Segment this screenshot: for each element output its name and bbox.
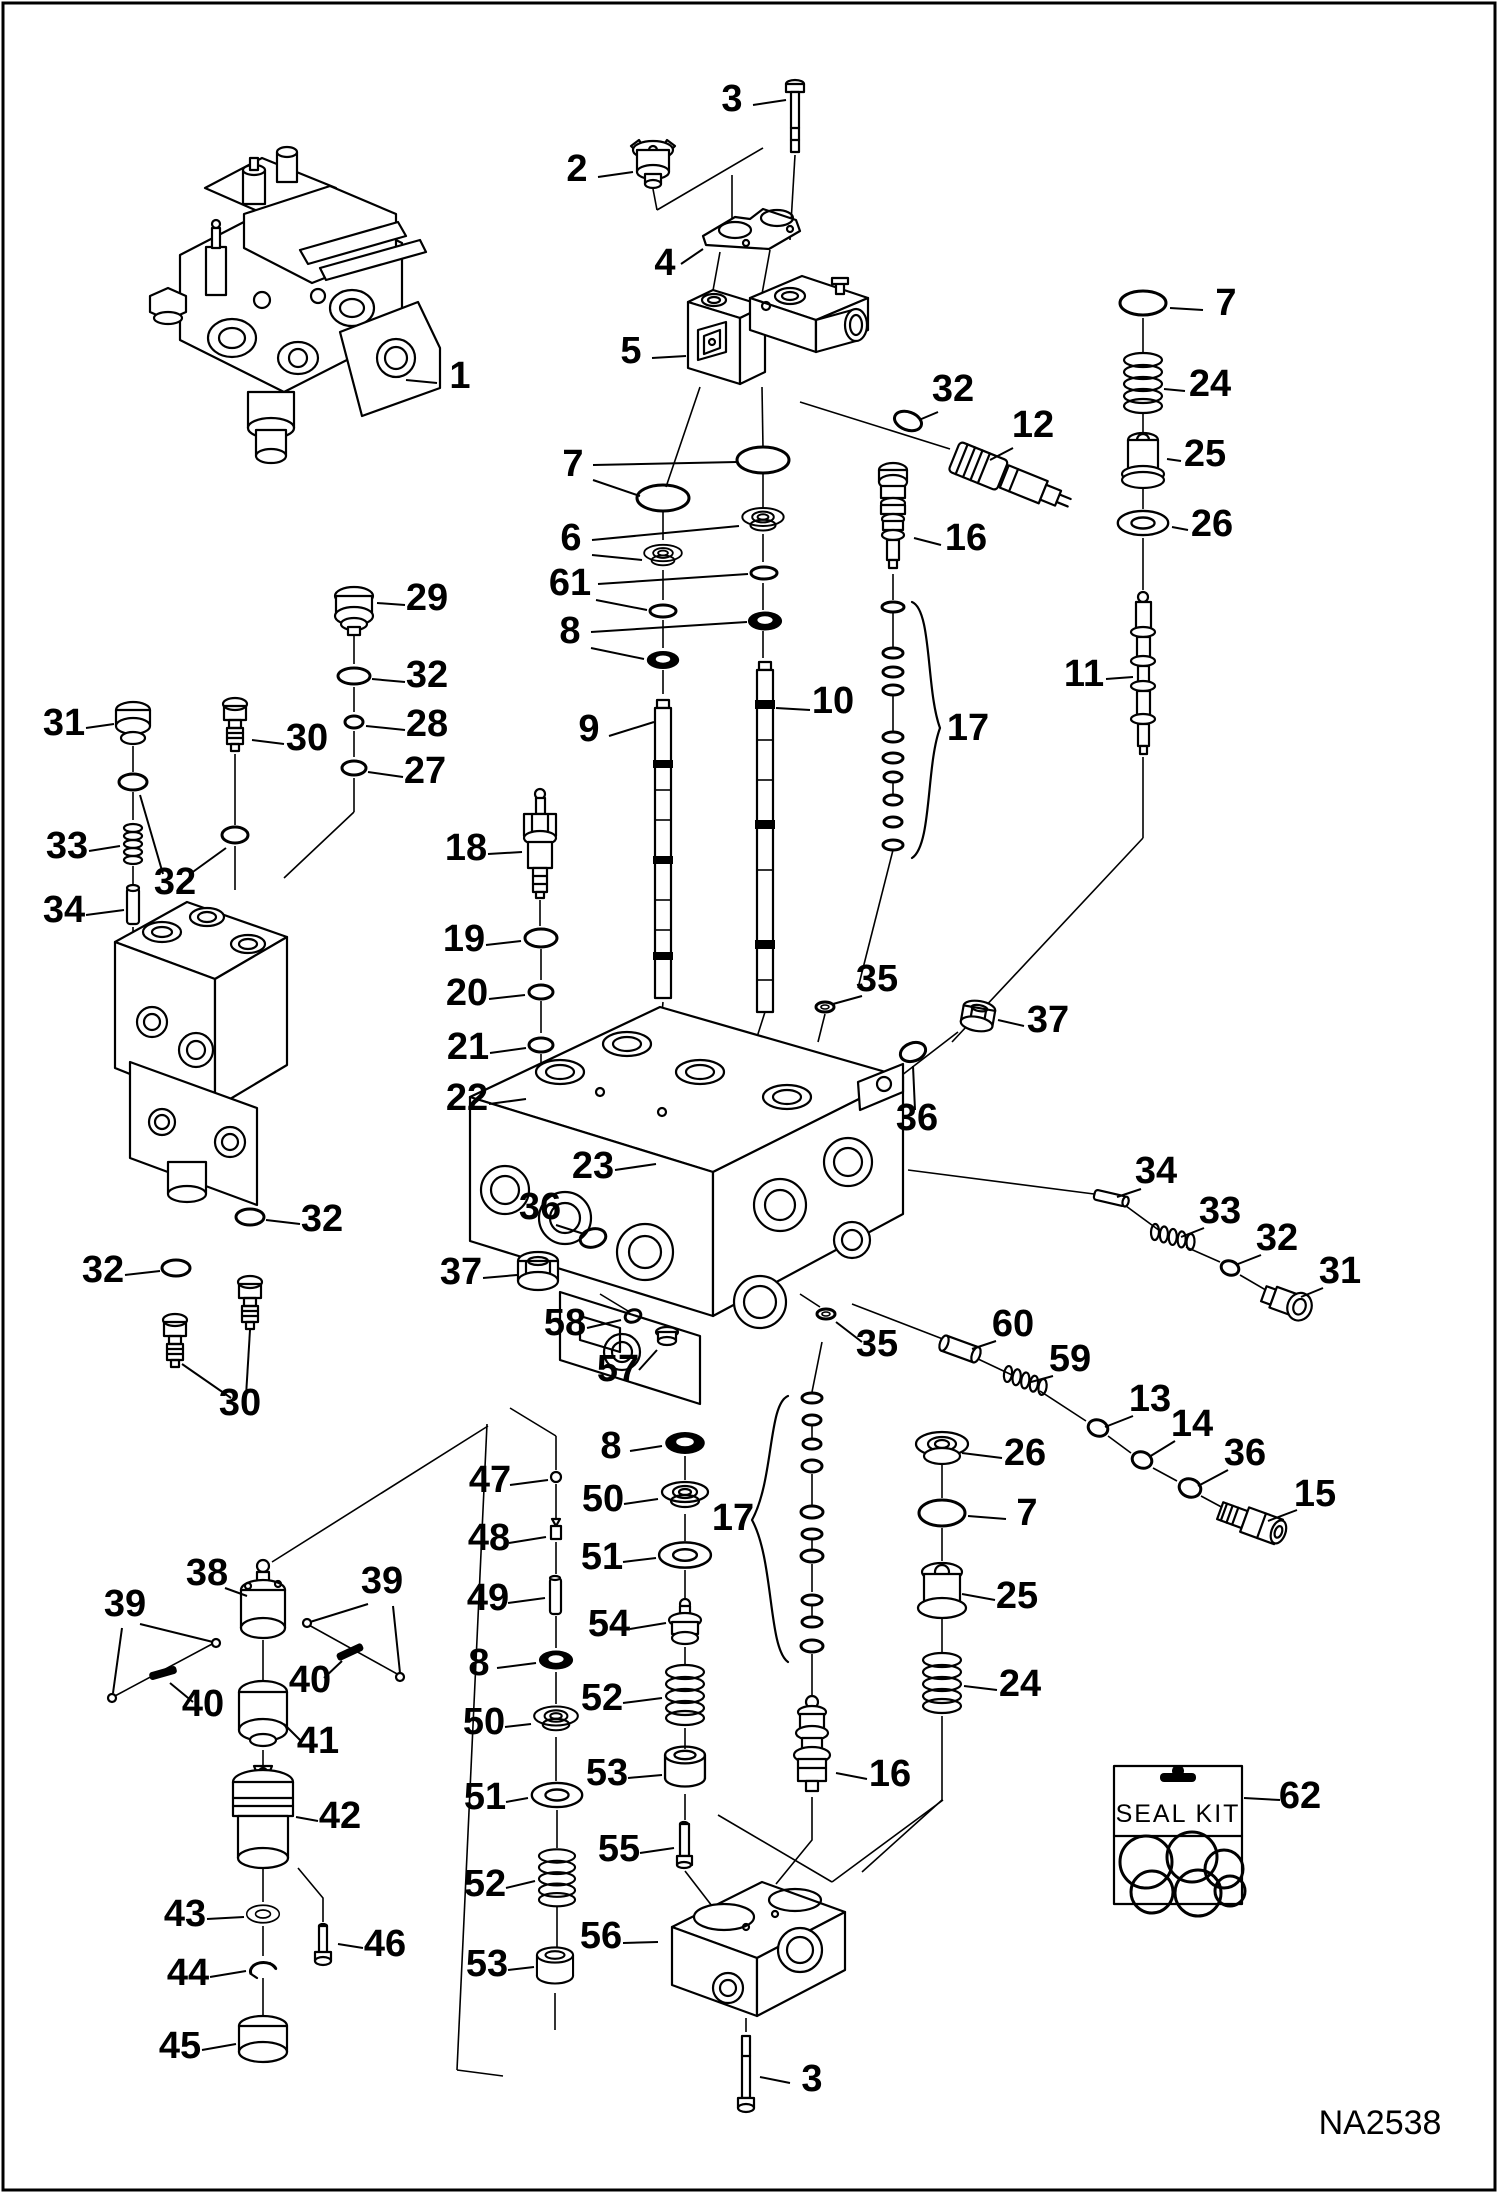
part-51-washer-left	[532, 1783, 582, 1807]
part-24-spring-right	[1124, 353, 1162, 413]
callout-53: 53	[585, 1752, 629, 1794]
callout-21: 21	[446, 1026, 490, 1068]
leader-line-53	[508, 1967, 534, 1970]
callout-52: 52	[580, 1677, 624, 1719]
part-44-retaining-clip	[250, 1962, 276, 1978]
callout-32: 32	[405, 654, 449, 696]
part-60-bushing	[938, 1334, 983, 1363]
leader-line-33	[89, 846, 120, 851]
part-8-seal-center	[665, 1432, 705, 1454]
part-16-relief-cartridge-top	[879, 463, 907, 568]
callout-12: 12	[1011, 404, 1055, 446]
callout-57: 57	[596, 1348, 640, 1390]
part-7-oring-left	[637, 485, 689, 511]
part-57-plug	[656, 1327, 678, 1345]
leader-line-2	[598, 172, 633, 177]
part-52-spring-left	[539, 1849, 575, 1906]
callout-48: 48	[467, 1517, 511, 1559]
callout-15: 15	[1293, 1473, 1337, 1515]
callout-18: 18	[444, 827, 488, 869]
part-33-spring-right	[1150, 1224, 1195, 1250]
leader-line-32	[125, 1271, 160, 1275]
leader-line-5	[652, 356, 686, 358]
callout-52: 52	[463, 1863, 507, 1905]
leader-line-10	[776, 708, 810, 710]
leader-line-26	[962, 1453, 1002, 1458]
part-50-washer-left	[534, 1707, 578, 1731]
callout-9: 9	[578, 708, 600, 750]
leader-line-9	[609, 722, 654, 736]
brace-17-lower	[752, 1396, 788, 1662]
callout-47: 47	[468, 1459, 512, 1501]
callout-34: 34	[42, 889, 86, 931]
part-41-coil	[239, 1681, 287, 1746]
part-28-oring	[345, 716, 363, 728]
callout-58: 58	[543, 1302, 587, 1344]
part-10-spool	[755, 662, 775, 1012]
leader-line-6	[592, 526, 739, 540]
callout-51: 51	[580, 1536, 624, 1578]
seal-kit-bag	[1114, 1765, 1245, 1916]
callout-37: 37	[439, 1251, 483, 1293]
callout-36: 36	[895, 1097, 939, 1139]
part-32-oring-lower-a	[236, 1209, 264, 1225]
part-34-pin-left	[127, 885, 139, 924]
leader-line-28	[366, 726, 405, 730]
callout-31: 31	[42, 702, 86, 744]
callout-6: 6	[560, 517, 582, 559]
callout-50: 50	[581, 1478, 625, 1520]
part-21-oring	[529, 1038, 553, 1052]
leader-line-6	[592, 555, 642, 560]
callout-44: 44	[166, 1952, 210, 1994]
part-51-washer-center	[659, 1542, 711, 1567]
part-52-spring-center	[666, 1665, 704, 1725]
part-11-spool	[1131, 592, 1155, 754]
leader-line-50	[505, 1724, 531, 1727]
part-7-oring-right-column	[1120, 291, 1166, 315]
callout-14: 14	[1170, 1403, 1214, 1445]
leader-line-52	[623, 1698, 662, 1703]
part-32-oring-lower-b	[162, 1260, 190, 1276]
part-43-washer	[247, 1905, 280, 1923]
callout-42: 42	[318, 1795, 362, 1837]
callout-60: 60	[991, 1303, 1035, 1345]
part-3-bolt-top	[786, 80, 804, 152]
callout-20: 20	[445, 972, 489, 1014]
callout-16: 16	[944, 517, 988, 559]
leader-line-7	[593, 462, 737, 465]
part-15-fitting	[1216, 1498, 1290, 1546]
callout-29: 29	[405, 577, 449, 619]
leader-line-32	[266, 1220, 300, 1224]
part-14-oring	[1130, 1449, 1154, 1471]
leader-line-8	[591, 622, 747, 632]
part-2-cap-knob	[631, 140, 675, 188]
callout-7: 7	[1016, 1492, 1038, 1534]
part-34-pin-right	[1093, 1190, 1129, 1208]
callout-43: 43	[163, 1893, 207, 1935]
callout-37: 37	[1026, 999, 1070, 1041]
leader-line-62	[1244, 1798, 1280, 1800]
leader-line-20	[489, 995, 525, 999]
part-7-oring-lower	[919, 1500, 965, 1526]
part-61-backup-ring-left	[650, 605, 676, 617]
callout-27: 27	[403, 750, 447, 792]
leader-line-31	[86, 724, 114, 728]
callout-36: 36	[518, 1186, 562, 1228]
part-53-cup-center	[665, 1747, 705, 1787]
leader-line-61	[596, 600, 647, 610]
part-30-pressure-valve-b	[163, 1314, 187, 1367]
leader-line-50	[624, 1499, 658, 1504]
callout-30: 30	[285, 717, 329, 759]
part-6-poppet-right	[742, 508, 783, 531]
callout-25: 25	[1183, 433, 1227, 475]
callout-25: 25	[995, 1575, 1039, 1617]
leader-line-53	[628, 1775, 662, 1778]
leader-line-7	[1170, 308, 1203, 310]
part-59-spring	[1002, 1366, 1049, 1396]
callout-61: 61	[548, 562, 592, 604]
callout-32: 32	[300, 1198, 344, 1240]
part-17-seal-stack-lower	[801, 1393, 823, 1652]
leader-line-39	[140, 1624, 213, 1642]
leader-line-45	[202, 2044, 236, 2050]
part-24-spring-lower	[923, 1653, 961, 1713]
callout-56: 56	[579, 1915, 623, 1957]
callout-26: 26	[1003, 1432, 1047, 1474]
part-7-oring-right	[737, 447, 789, 473]
part-56-end-section	[672, 1882, 845, 2016]
part-40-pin-right	[336, 1642, 365, 1661]
leader-line-55	[640, 1848, 674, 1853]
callout-17: 17	[946, 707, 990, 749]
part-47-ball	[551, 1472, 561, 1482]
leader-line-54	[630, 1623, 666, 1629]
leader-line-46	[338, 1944, 363, 1948]
part-20-oring	[529, 985, 553, 999]
part-37-hex-plug-left	[518, 1252, 558, 1290]
leader-line-8	[497, 1663, 536, 1668]
callout-32: 32	[81, 1249, 125, 1291]
leader-line-51	[623, 1558, 656, 1562]
callout-8: 8	[559, 610, 581, 652]
part-26-retainer-lower	[916, 1432, 968, 1464]
leader-line-8	[630, 1446, 662, 1451]
callout-32: 32	[153, 861, 197, 903]
part-second-valve-block	[115, 902, 287, 1205]
leader-line-21	[490, 1048, 526, 1053]
callout-40: 40	[181, 1683, 225, 1725]
part-26-washer-right	[1118, 511, 1168, 535]
callout-28: 28	[405, 703, 449, 745]
part-16-relief-cartridge-lower	[794, 1696, 830, 1791]
callout-23: 23	[571, 1145, 615, 1187]
callout-39: 39	[360, 1560, 404, 1602]
part-30-pressure-valve-top	[223, 698, 247, 751]
part-17-seal-stack-top	[882, 602, 904, 850]
part-12-spool-link	[948, 441, 1075, 517]
callout-11: 11	[1063, 653, 1105, 695]
part-50-washer-center	[662, 1482, 708, 1507]
callout-5: 5	[620, 330, 642, 372]
part-61-backup-ring-right	[751, 567, 777, 579]
leader-line-27	[368, 772, 403, 777]
part-46-screw	[315, 1924, 331, 1965]
part-8-seal-right	[748, 612, 782, 631]
part-25-guide-right	[1122, 433, 1164, 488]
callout-31: 31	[1318, 1250, 1362, 1292]
leader-line-39	[113, 1628, 122, 1693]
leader-line-11	[1106, 677, 1133, 679]
part-45-cap	[239, 2016, 287, 2062]
leader-line-16	[836, 1773, 867, 1779]
part-40-pin-left	[148, 1665, 177, 1680]
callout-51: 51	[463, 1776, 507, 1818]
part-25-guide-lower	[918, 1563, 966, 1618]
part-49-pin	[550, 1576, 561, 1614]
leader-line-32	[919, 412, 938, 420]
leader-line-18	[488, 852, 522, 854]
leader-line-19	[486, 941, 521, 945]
leader-line-49	[508, 1598, 545, 1603]
part-18-relief-valve	[524, 789, 556, 898]
callout-16: 16	[868, 1753, 912, 1795]
leader-line-30	[252, 740, 284, 744]
leader-line-24	[1164, 389, 1185, 391]
part-36-oring-diagonal	[1177, 1476, 1204, 1500]
part-30-pressure-valve-a	[238, 1276, 262, 1329]
callout-41: 41	[296, 1720, 340, 1762]
leader-line-39	[310, 1604, 368, 1622]
callout-46: 46	[363, 1923, 407, 1965]
callout-35: 35	[855, 958, 899, 1000]
leader-line-47	[510, 1480, 548, 1485]
leader-line-48	[509, 1537, 546, 1543]
part-4-gasket	[703, 209, 800, 249]
part-3-bolt-bottom	[738, 2036, 754, 2112]
callout-30: 30	[218, 1382, 262, 1424]
callout-62: 62	[1278, 1775, 1322, 1817]
part-27-oring	[342, 761, 366, 775]
brace-17-top	[912, 602, 940, 858]
leader-line-42	[296, 1817, 318, 1821]
callout-24: 24	[1188, 363, 1232, 405]
leader-line-32	[372, 679, 405, 682]
callout-36: 36	[1223, 1432, 1267, 1474]
leader-line-61	[598, 574, 748, 584]
part-1-valve-assembly	[150, 147, 440, 463]
callout-2: 2	[566, 148, 588, 190]
callout-13: 13	[1128, 1378, 1172, 1420]
part-38-solenoid-valve	[241, 1560, 285, 1638]
part-32-oring-31-stack	[119, 774, 147, 790]
leader-line-51	[506, 1798, 528, 1802]
callout-38: 38	[185, 1552, 229, 1594]
callout-1: 1	[449, 355, 471, 397]
leader-line-52	[506, 1881, 535, 1888]
callout-26: 26	[1190, 503, 1234, 545]
callout-33: 33	[45, 825, 89, 867]
part-32-oring-29-stack	[338, 668, 370, 684]
part-32-oring-30-stack	[222, 827, 248, 843]
part-33-spring-left	[124, 824, 142, 864]
part-6-poppet-left	[644, 545, 682, 566]
callout-54: 54	[587, 1603, 631, 1645]
callout-8: 8	[468, 1642, 490, 1684]
callout-34: 34	[1134, 1150, 1178, 1192]
part-9-spool	[653, 700, 673, 998]
drawing-number: NA2538	[1318, 2104, 1442, 2142]
leader-line-56	[623, 1942, 658, 1943]
callout-10: 10	[811, 680, 855, 722]
part-31-plug-right	[1259, 1281, 1316, 1324]
part-48-seat	[551, 1519, 561, 1539]
part-35-ring-bottom	[817, 1309, 835, 1319]
callout-49: 49	[466, 1577, 510, 1619]
callout-40: 40	[288, 1659, 332, 1701]
leader-line-3	[753, 100, 786, 105]
callout-19: 19	[442, 918, 486, 960]
leader-line-43	[207, 1917, 244, 1919]
callout-59: 59	[1048, 1338, 1092, 1380]
part-31-plug-left	[116, 702, 150, 744]
leader-line-39	[393, 1606, 400, 1673]
part-32-oring-near-12	[892, 408, 924, 434]
leader-line-44	[210, 1971, 246, 1977]
leader-line-37	[998, 1020, 1024, 1026]
part-53-cup-left	[537, 1947, 573, 1983]
leader-line-16	[914, 538, 941, 545]
callout-17: 17	[711, 1497, 755, 1539]
part-42-canister	[233, 1766, 293, 1868]
leader-line-3	[760, 2077, 790, 2083]
callout-33: 33	[1198, 1190, 1242, 1232]
leader-line-8	[591, 648, 644, 659]
leader-line-24	[964, 1686, 997, 1690]
callout-55: 55	[597, 1828, 641, 1870]
leader-line-7	[968, 1516, 1006, 1519]
callout-24: 24	[998, 1663, 1042, 1705]
leader-line-25	[1167, 459, 1181, 461]
callout-7: 7	[1215, 282, 1237, 324]
part-55-screw	[677, 1822, 692, 1868]
callout-22: 22	[445, 1077, 489, 1119]
callout-3: 3	[801, 2058, 823, 2100]
callout-32: 32	[931, 368, 975, 410]
callout-8: 8	[600, 1425, 622, 1467]
leader-line-37	[483, 1275, 517, 1278]
callout-32: 32	[1255, 1217, 1299, 1259]
callout-39: 39	[103, 1583, 147, 1625]
part-8-seal-left	[647, 651, 679, 669]
callout-4: 4	[654, 242, 676, 284]
part-19-oring	[525, 929, 557, 947]
leader-line-34	[86, 910, 124, 915]
callout-7: 7	[562, 443, 584, 485]
leader-line-25	[962, 1594, 995, 1600]
seal-kit-label: SEAL KIT	[1115, 1800, 1241, 1828]
part-37-hex-plug-right	[960, 998, 997, 1033]
leader-line-7	[593, 480, 640, 496]
part-35-ring-top	[816, 1002, 834, 1012]
part-13-oring	[1086, 1417, 1110, 1439]
part-8-seal-lower-left	[539, 1651, 573, 1670]
part-29-plug	[335, 587, 373, 635]
callout-50: 50	[462, 1701, 506, 1743]
part-36-oring-right	[898, 1039, 929, 1065]
part-54-poppet	[669, 1599, 701, 1644]
leader-line-4	[681, 249, 703, 264]
part-5-inlet-section	[688, 276, 868, 384]
callout-45: 45	[158, 2025, 202, 2067]
callout-3: 3	[721, 78, 743, 120]
part-32-oring-right	[1219, 1258, 1241, 1277]
callout-53: 53	[465, 1943, 509, 1985]
leader-line-29	[377, 603, 405, 605]
callout-35: 35	[855, 1323, 899, 1365]
leader-line-26	[1172, 527, 1188, 530]
